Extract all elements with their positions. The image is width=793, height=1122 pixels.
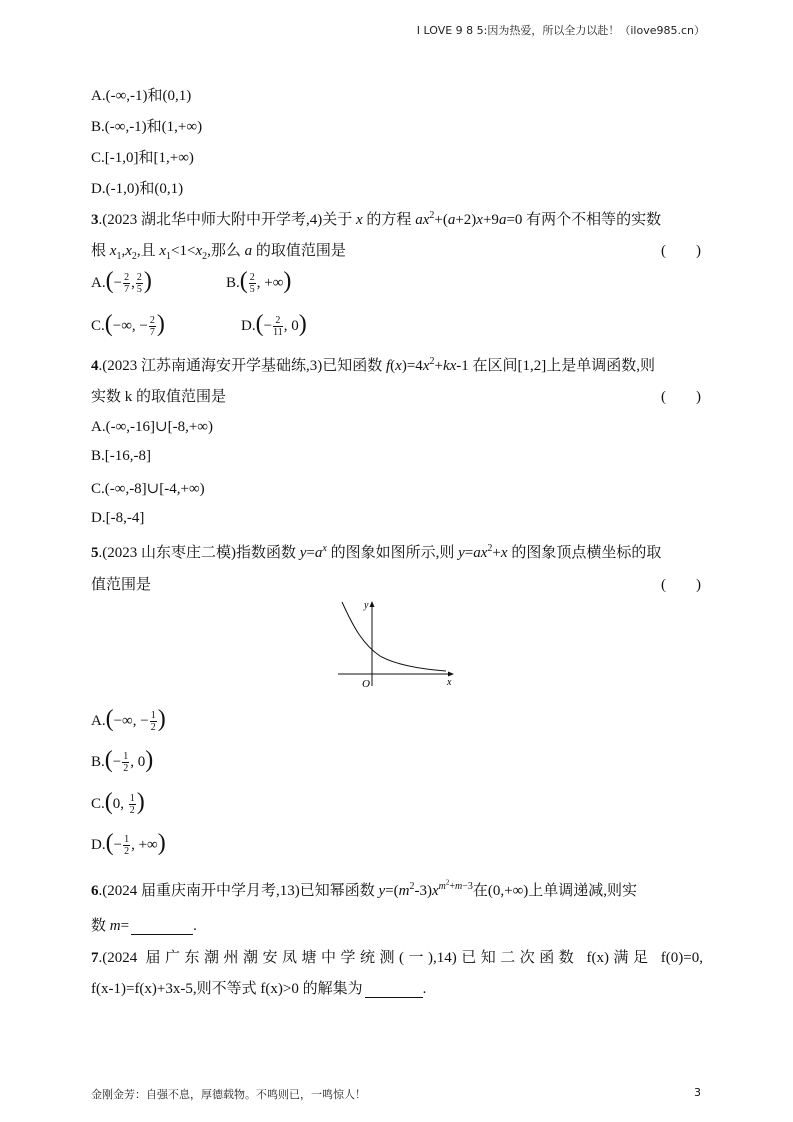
q5-answer-paren: ( ) xyxy=(661,577,701,593)
origin-label: O xyxy=(362,678,370,690)
q5-option-a: A.(−∞, − $\frac{1}{2}$ ) xyxy=(91,706,166,733)
q2-option-b: B.(-∞,-1)和(1,+∞) xyxy=(91,119,203,135)
q5-option-c: C.(0, $\frac{1}{2}$ ) xyxy=(91,789,145,816)
q7-stem-line1: 7.(2024 届广东潮州潮安凤塘中学统测(一),14)已知二次函数 f(x)满足 f(0)=0, xyxy=(91,950,703,966)
x-axis-label: x xyxy=(447,677,452,688)
page-header: I LOVE 9 8 5:因为热爱，所以全力以赴！（ilove985.cn） xyxy=(416,24,705,37)
q4-option-b: B.[-16,-8] xyxy=(91,448,151,464)
q3-stem-line1: 3.(2023 湖北华中师大附中开学考,4)关于 x 的方程 $ax^2+(a+2)x+9a=0$ 有两个不相等的实数 xyxy=(91,210,662,228)
q6-answer-blank[interactable] xyxy=(131,920,193,935)
q5-stem-line1: 5.(2023 山东枣庄二模)指数函数 $y=a^x$ 的图象如图所示,则 $y=ax^2+x$ 的图象顶点横坐标的取 xyxy=(91,543,662,561)
q3-option-d: D.(− $\frac{2}{11}$ , 0) xyxy=(241,311,307,338)
q4-answer-paren: ( ) xyxy=(661,389,701,405)
page-number: 3 xyxy=(694,1086,701,1099)
q5-option-d: D.(− $\frac{1}{2}$ , +∞) xyxy=(91,830,166,857)
q4-option-a: A.(-∞,-16]∪[-8,+∞) xyxy=(91,419,213,435)
q7-stem-line2: f(x-1)=f(x)+3x-5,则不等式 f(x)>0 的解集为 . xyxy=(91,981,427,997)
x-axis-arrow xyxy=(448,672,454,677)
q6-stem-line1: 6.(2024 届重庆南开中学月考,13)已知幂函数 $y=(m^2-3)x^{m^2+m-3}$在(0,+∞)上单调递减,则实 xyxy=(91,878,638,899)
q2-option-a: A.(-∞,-1)和(0,1) xyxy=(91,88,192,104)
q3-stem-line2: 根 $x_1,x_2$,且 $x_1<1<x_2$,那么 a 的取值范围是 xyxy=(91,243,346,262)
y-axis-label: y xyxy=(364,600,369,611)
q2-option-d: D.(-1,0)和(0,1) xyxy=(91,181,184,197)
exponential-curve xyxy=(342,602,446,671)
exponential-graph xyxy=(330,596,460,691)
q5-stem-line2: 值范围是 xyxy=(91,577,152,593)
q3-option-a: A.(− $\frac{2}{7}$ , $\frac{2}{5}$ ) xyxy=(91,268,152,295)
q3-option-b: B.( $\frac{2}{5}$ , +∞) xyxy=(226,268,292,295)
q4-stem-line1: 4.(2023 江苏南通海安开学基础练,3)已知函数 $f(x)=4x^2+kx-1$ 在区间[1,2]上是单调函数,则 xyxy=(91,356,656,374)
q5-option-b: B.(− $\frac{1}{2}$ , 0) xyxy=(91,747,154,774)
y-axis-arrow xyxy=(370,601,375,607)
q3-answer-paren: ( ) xyxy=(661,243,701,259)
q6-stem-line2: 数 m= . xyxy=(91,918,197,934)
q3-option-c: C.(−∞, − $\frac{2}{7}$ ) xyxy=(91,311,165,338)
q2-option-c: C.[-1,0]和[1,+∞) xyxy=(91,150,194,166)
page-footer: 金刚金芳：自强不息，厚德载物。不鸣则已，一鸣惊人！ xyxy=(91,1088,366,1101)
q4-option-c: C.(-∞,-8]∪[-4,+∞) xyxy=(91,481,205,497)
q4-stem-line2: 实数 k 的取值范围是 xyxy=(91,389,227,405)
q7-answer-blank[interactable] xyxy=(365,983,423,998)
q4-option-d: D.[-8,-4] xyxy=(91,510,145,526)
